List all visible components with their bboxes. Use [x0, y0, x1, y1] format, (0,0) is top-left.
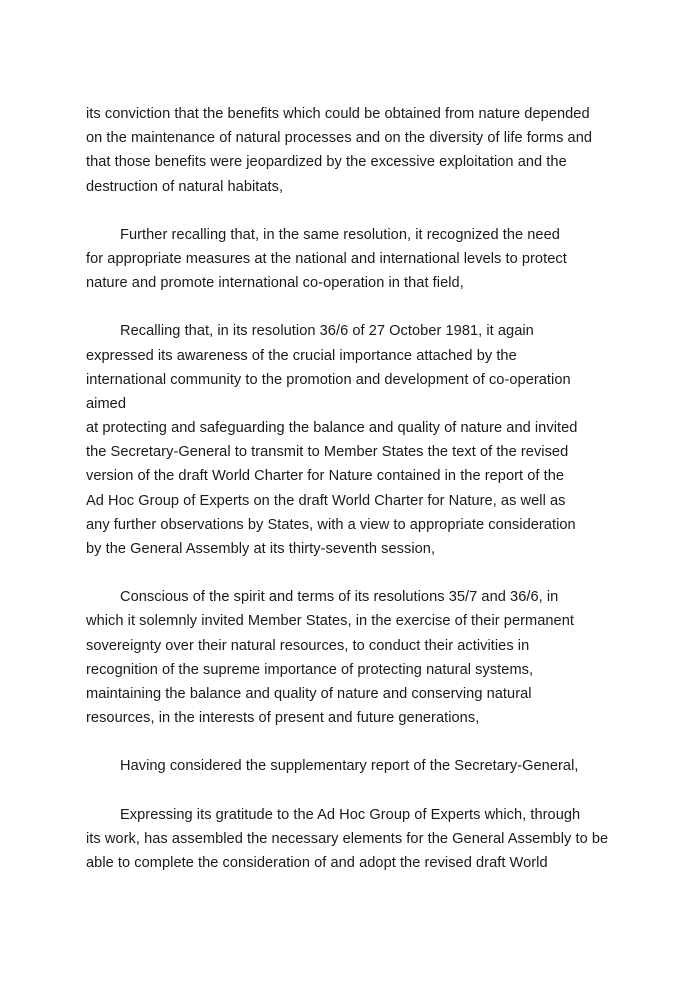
text-line: Conscious of the spirit and terms of its resolutions 35/7 and 36/6, in [120, 589, 559, 606]
text-line: Ad Hoc Group of Experts on the draft World Charter for Nature, as well as [86, 492, 566, 509]
text-line: Having considered the supplementary report of the Secretary-General, [120, 758, 579, 775]
text-line: on the maintenance of natural processes and on the diversity of life forms and [86, 130, 593, 147]
text-line: which it solemnly invited Member States, in the exercise of their permanent [86, 613, 574, 630]
text-line: international community to the promotion and development of co-operation [86, 371, 571, 388]
text-line: maintaining the balance and quality of nature and conserving natural [86, 685, 532, 702]
text-line: by the General Assembly at its thirty-seventh session, [86, 541, 436, 557]
text-line: nature and promote international co-operation in that field, [86, 275, 464, 292]
text-line: at protecting and safeguarding the balance and quality of nature and invited [86, 420, 578, 437]
paragraph-recalling [86, 319, 626, 561]
paragraph-conscious [86, 585, 626, 730]
text-line: its work, has assembled the necessary elements for the General Assembly to be [86, 830, 609, 847]
text-line: destruction of natural habitats, [86, 178, 284, 195]
text-line: expressed its awareness of the crucial importance attached by the [86, 347, 517, 364]
text-line: recognition of the supreme importance of protecting natural systems, [86, 661, 534, 678]
text-line: Recalling that, in its resolution 36/6 of 27 October 1981, it again [120, 323, 534, 340]
text-line: for appropriate measures at the national and international levels to protect [86, 250, 567, 267]
paragraph-having-considered [86, 754, 626, 778]
text-line: sovereignty over their natural resources, to conduct their activities in [86, 637, 530, 654]
paragraph-further-recalling [86, 223, 626, 296]
text-line: aimed [86, 395, 126, 412]
document-body [86, 102, 626, 899]
text-line: that those benefits were jeopardized by the excessive exploitation and the [86, 154, 567, 171]
text-line: Further recalling that, in the same resolution, it recognized the need [120, 226, 560, 243]
text-line: any further observations by States, with a view to appropriate consideration [86, 516, 576, 533]
text-line: version of the draft World Charter for Nature contained in the report of the [86, 468, 565, 485]
text-line: the Secretary-General to transmit to Member States the text of the revised [86, 444, 569, 461]
paragraph-expressing [86, 803, 626, 876]
text-line: Expressing its gratitude to the Ad Hoc Group of Experts which, through [120, 806, 581, 823]
text-line: resources, in the interests of present and future generations, [86, 710, 480, 727]
paragraph-conviction [86, 102, 626, 199]
text-line: its conviction that the benefits which could be obtained from nature depended [86, 106, 590, 122]
text-line: able to complete the consideration of and adopt the revised draft World [86, 854, 548, 871]
